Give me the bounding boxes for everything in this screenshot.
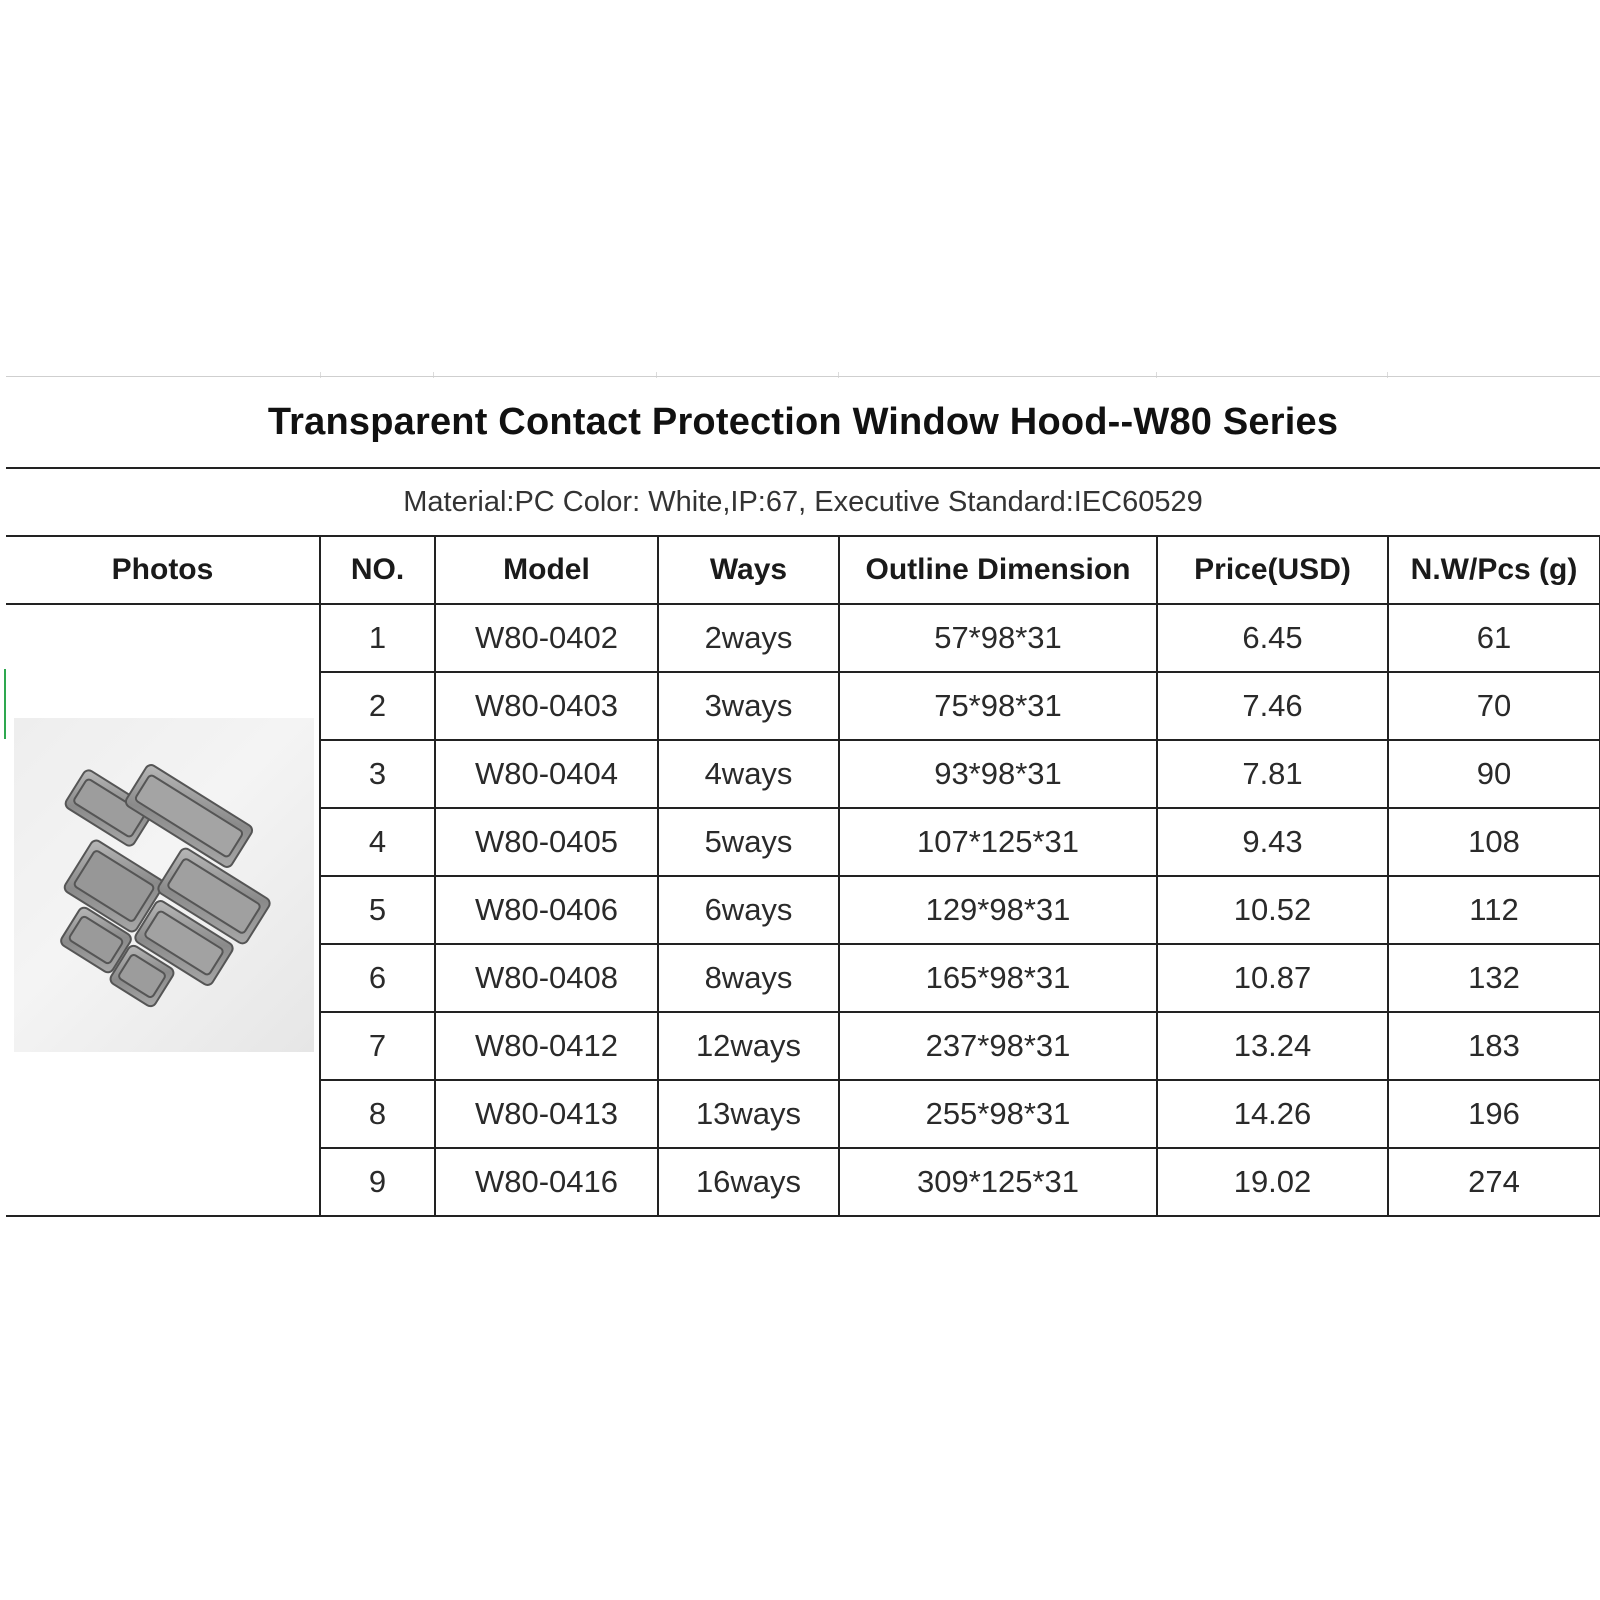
cell-ways: 2ways: [658, 604, 839, 672]
col-header-dimension: Outline Dimension: [839, 536, 1157, 604]
cell-weight: 90: [1388, 740, 1600, 808]
cell-dimension: 309*125*31: [839, 1148, 1157, 1216]
cell-dimension: 237*98*31: [839, 1012, 1157, 1080]
cell-no: 7: [320, 1012, 435, 1080]
cell-model: W80-0405: [435, 808, 658, 876]
cell-weight: 70: [1388, 672, 1600, 740]
col-header-no: NO.: [320, 536, 435, 604]
photo-cell: [6, 604, 320, 1216]
cell-no: 8: [320, 1080, 435, 1148]
table-title: Transparent Contact Protection Window Hood--W80 Series: [6, 377, 1600, 469]
cell-dimension: 255*98*31: [839, 1080, 1157, 1148]
cell-price: 6.45: [1157, 604, 1388, 672]
cell-model: W80-0413: [435, 1080, 658, 1148]
cell-weight: 61: [1388, 604, 1600, 672]
table-row: [6, 604, 1600, 672]
cell-price: 14.26: [1157, 1080, 1388, 1148]
cell-model: W80-0408: [435, 944, 658, 1012]
cell-price: 19.02: [1157, 1148, 1388, 1216]
cell-price: 13.24: [1157, 1012, 1388, 1080]
product-photo-icon: [14, 718, 314, 1052]
cell-price: 7.46: [1157, 672, 1388, 740]
cell-price: 7.81: [1157, 740, 1388, 808]
cell-weight: 108: [1388, 808, 1600, 876]
cell-price: 10.52: [1157, 876, 1388, 944]
header-row: [6, 536, 1600, 604]
cell-no: 9: [320, 1148, 435, 1216]
cell-no: 4: [320, 808, 435, 876]
spec-table: [6, 376, 1600, 1217]
cell-ways: 12ways: [658, 1012, 839, 1080]
cell-weight: 132: [1388, 944, 1600, 1012]
cell-no: 6: [320, 944, 435, 1012]
cell-ways: 4ways: [658, 740, 839, 808]
cell-weight: 196: [1388, 1080, 1600, 1148]
cell-weight: 274: [1388, 1148, 1600, 1216]
cell-ways: 3ways: [658, 672, 839, 740]
cell-model: W80-0416: [435, 1148, 658, 1216]
cell-ways: 6ways: [658, 876, 839, 944]
cell-dimension: 75*98*31: [839, 672, 1157, 740]
col-header-weight: N.W/Pcs (g): [1388, 536, 1600, 604]
cell-dimension: 165*98*31: [839, 944, 1157, 1012]
cell-model: W80-0412: [435, 1012, 658, 1080]
cell-no: 5: [320, 876, 435, 944]
col-header-photos: Photos: [6, 536, 320, 604]
cell-ways: 13ways: [658, 1080, 839, 1148]
cell-model: W80-0404: [435, 740, 658, 808]
cell-weight: 183: [1388, 1012, 1600, 1080]
cell-dimension: 129*98*31: [839, 876, 1157, 944]
cell-no: 1: [320, 604, 435, 672]
cell-price: 9.43: [1157, 808, 1388, 876]
col-header-model: Model: [435, 536, 658, 604]
cell-dimension: 107*125*31: [839, 808, 1157, 876]
cell-no: 3: [320, 740, 435, 808]
cell-ways: 8ways: [658, 944, 839, 1012]
cell-ways: 5ways: [658, 808, 839, 876]
table-subtitle: Material:PC Color: White,IP:67, Executive Standard:IEC60529: [6, 468, 1600, 536]
cell-dimension: 93*98*31: [839, 740, 1157, 808]
col-header-ways: Ways: [658, 536, 839, 604]
cell-model: W80-0403: [435, 672, 658, 740]
cell-ways: 16ways: [658, 1148, 839, 1216]
col-header-price: Price(USD): [1157, 536, 1388, 604]
cell-model: W80-0406: [435, 876, 658, 944]
cell-no: 2: [320, 672, 435, 740]
cell-price: 10.87: [1157, 944, 1388, 1012]
cell-model: W80-0402: [435, 604, 658, 672]
cell-weight: 112: [1388, 876, 1600, 944]
cell-dimension: 57*98*31: [839, 604, 1157, 672]
